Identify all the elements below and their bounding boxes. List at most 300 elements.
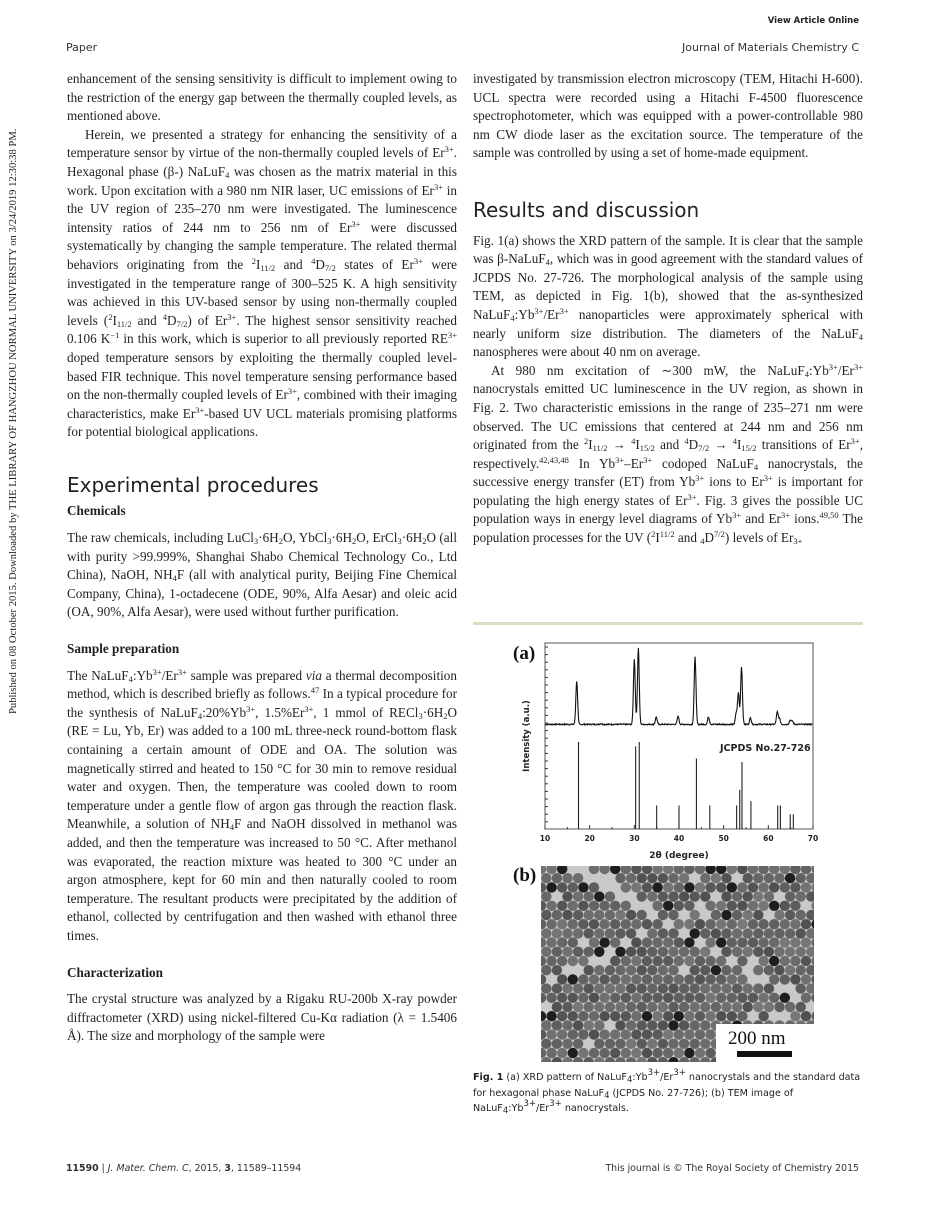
text-run: and Er [741,511,781,527]
nanoparticle [796,928,806,938]
subscript: 7/2 [176,318,188,329]
nanoparticle [605,965,615,975]
nanoparticle [621,901,631,911]
superscript: 3+ [195,404,205,415]
nanoparticle [705,974,715,984]
subscript: 15/2 [639,443,655,454]
nanoparticle [801,974,811,984]
nanoparticle [541,891,551,901]
tem-image [541,866,814,1062]
superscript: 3+ [177,666,187,677]
text-run: → [607,437,632,453]
nanoparticle [716,882,726,892]
subscript: 11/2 [260,262,276,273]
nanoparticle [737,919,747,929]
nanoparticle [695,1048,705,1058]
nanoparticle [684,901,694,911]
nanoparticle [716,974,726,984]
text-run: Herein, we presented a strategy for enhancing the sensitivity of a temperature sensor by virtue of the non-thermally coupled levels of Er [67,126,457,161]
nanoparticle [599,993,609,1003]
text-run: , 1 mmol of RECl [313,704,419,720]
nanoparticle [716,901,726,911]
nanoparticle [578,882,588,892]
nanoparticle [626,965,636,975]
page-number: 11590 [66,1163,99,1174]
superscript: 3+ [828,361,838,372]
nanoparticle [541,983,551,993]
italic-text: via [305,667,322,683]
nanoparticle [679,1020,689,1030]
superscript: 3+ [534,305,544,316]
nanoparticle [557,919,567,929]
nanoparticle [584,910,594,920]
nanoparticle [700,1002,710,1012]
text-run: :20%Yb [202,704,247,720]
citation-volume: 3 [224,1163,231,1174]
nanoparticle [626,928,636,938]
nanoparticle [674,882,684,892]
superscript: 47 [310,685,320,696]
nanoparticle [562,891,572,901]
nanoparticle [727,901,737,911]
nanoparticle [663,956,673,966]
nanoparticle [721,965,731,975]
nanoparticle [652,1029,662,1039]
nanoparticle [589,919,599,929]
nanoparticle [568,882,578,892]
text-run: I [635,437,640,453]
nanoparticle [605,928,615,938]
nanoparticle [589,1048,599,1058]
citation-pages: , 11589–11594 [230,1163,302,1174]
text-run: were investigated in the temperature range of 300–525 K. A high sensitivity was achieved in this UV-based sensor by using non-thermally coupled levels ( [67,256,457,328]
nanoparticle [711,873,721,883]
nanoparticle [790,956,800,966]
nanoparticle [753,928,763,938]
nanoparticle [748,901,758,911]
nanoparticle [737,956,747,966]
nanoparticle [695,882,705,892]
nanoparticle [668,891,678,901]
nanoparticle [642,1011,652,1021]
nanoparticle [705,882,715,892]
nanoparticle [605,1002,615,1012]
superscript: 4 [311,255,316,266]
nanoparticle [578,956,588,966]
nanoparticle [658,983,668,993]
superscript: 3+ [643,454,653,465]
superscript: −1 [110,330,120,341]
nanoparticle [552,965,562,975]
text-run: were discussed systematically by changing the sample temperature. The related thermal behaviors originating from the [67,219,457,272]
nanoparticle [637,910,647,920]
nanoparticle [594,928,604,938]
nanoparticle [615,1039,625,1049]
nanoparticle [785,1002,795,1012]
xrd-chart [480,636,840,862]
nanoparticle [594,1020,604,1030]
text-run: ·6H [258,530,279,546]
nanoparticle [568,901,578,911]
nanoparticle [732,983,742,993]
nanoparticle [599,1048,609,1058]
nanoparticle [578,1029,588,1039]
text-run: . Hexagonal phase (β-) NaLuF [67,145,457,179]
nanoparticle [748,993,758,1003]
text-run: and [131,312,163,328]
subscript: 7/2 [324,262,336,273]
nanoparticle [557,1029,567,1039]
nanoparticle [679,891,689,901]
nanoparticle [584,965,594,975]
nanoparticle [610,956,620,966]
nanoparticle [652,956,662,966]
footer-citation: 11590 | J. Mater. Chem. C, 2015, 3, 11589–11594 [66,1163,302,1174]
nanoparticle [780,919,790,929]
nanoparticle [753,947,763,957]
nanoparticle [732,965,742,975]
nanoparticle [594,1039,604,1049]
nanoparticle [796,965,806,975]
nanoparticle [647,1039,657,1049]
text-run: ) levels of Er [724,530,794,546]
text-run: /Er [543,306,560,322]
nanoparticle [615,910,625,920]
nanoparticle [674,1048,684,1058]
nanoparticle [674,974,684,984]
nanoparticle [764,983,774,993]
subscript: 4 [753,461,759,472]
nanoparticle [552,947,562,957]
nanoparticle [743,1002,753,1012]
nanoparticle [647,891,657,901]
nanoparticle [599,919,609,929]
nanoparticle [668,1020,678,1030]
nanoparticle [801,993,811,1003]
text-run: I [588,437,593,453]
nanoparticle [631,882,641,892]
nanoparticle [615,947,625,957]
nanoparticle [668,965,678,975]
superscript: 3+ [444,144,454,155]
nanoparticle [578,1011,588,1021]
section-heading-results: Results and discussion [473,197,700,222]
subscript: 11/2 [116,318,132,329]
nanoparticle [605,891,615,901]
nanoparticle [732,910,742,920]
nanoparticle [658,873,668,883]
nanoparticle [700,1020,710,1030]
nanoparticle [764,1002,774,1012]
nanoparticle [647,947,657,957]
nanoparticle [737,993,747,1003]
nanoparticle [610,974,620,984]
nanoparticle [780,901,790,911]
nanoparticle [541,910,551,920]
nanoparticle [727,974,737,984]
nanoparticle [721,873,731,883]
running-header-journal: Journal of Materials Chemistry C [682,41,859,54]
nanoparticle [801,1011,811,1021]
nanoparticle [785,891,795,901]
text-run: (JCPDS No. 27-726); (b) TEM image of NaLuF [473,1087,794,1114]
nanoparticle [546,993,556,1003]
figure-divider [473,622,863,625]
nanoparticle [663,1011,673,1021]
nanoparticle [626,1020,636,1030]
nanoparticle [637,1002,647,1012]
nanoparticle [658,928,668,938]
nanoparticle [552,910,562,920]
nanoparticle [769,956,779,966]
text-run: ions to Er [704,474,764,490]
superscript: 4 [732,436,738,447]
nanoparticle [774,910,784,920]
nanoparticle [546,1011,556,1021]
xrd-pattern-line [545,648,813,725]
nanoparticle [573,891,583,901]
nanoparticle [780,937,790,947]
nanoparticle [541,873,551,883]
nanoparticle [663,882,673,892]
download-watermark-text: Published on 08 October 2015. Downloaded by THE LIBRARY OF HANGZHOU NORMAL UNIVERSITY on 3/24/2019 12:30:38 PM. [8,128,19,714]
nanoparticle [663,1029,673,1039]
subscript: 15/2 [741,443,757,454]
nanoparticle [732,928,742,938]
superscript: 3+ [351,218,361,229]
nanoparticle [615,873,625,883]
nanoparticle [758,1011,768,1021]
x-tick-label: 70 [807,834,819,843]
subscript: 4 [858,331,863,342]
nanoparticle [637,965,647,975]
nanoparticle [790,882,800,892]
nanoparticle [785,947,795,957]
nanoparticle [764,873,774,883]
nanoparticle [658,947,668,957]
results-paragraph-2 [473,362,863,548]
nanoparticle [584,1002,594,1012]
superscript: 2 [251,255,256,266]
superscript: 3+ [780,510,790,521]
superscript: 3+ [850,436,860,447]
nanoparticle [621,1048,631,1058]
nanoparticle [621,1029,631,1039]
nanoparticle [700,891,710,901]
nanoparticle [785,910,795,920]
subscript: 4 [229,822,234,833]
view-article-online-link[interactable]: View Article Online [767,16,859,26]
nanoparticle [589,974,599,984]
text-run: doped temperature sensors by exploiting the thermally coupled level-based FIR technique. This novel temperature sensing performance based on the non-thermally coupled levels of Er [67,349,457,403]
nanoparticle [584,928,594,938]
nanoparticle [774,947,784,957]
nanoparticle [658,1020,668,1030]
nanoparticle [705,901,715,911]
text-run: , 1.5%Er [255,704,305,720]
chemicals-paragraph [67,529,457,622]
nanoparticle [578,1048,588,1058]
text-run: /Er [161,667,178,683]
nanoparticle [637,983,647,993]
nanoparticle [642,993,652,1003]
superscript: 3+ [447,330,457,341]
nanoparticle [626,1002,636,1012]
nanoparticle [562,873,572,883]
nanoparticle [589,937,599,947]
nanoparticle [658,891,668,901]
nanoparticle [546,1029,556,1039]
intro-paragraph-1: enhancement of the sensing sensitivity is difficult to implement owing to the restriction of the energy gap between the thermally coupled levels, as mentioned above. [67,71,457,124]
subscript: 4 [700,536,705,547]
nanoparticle [642,1048,652,1058]
nanoparticle [705,937,715,947]
y-axis-label: Intensity (a.u.) [522,700,532,772]
text-run: nanoparticles were approximately spherical with nearly uniform size distribution. The diameters of the NaLuF [473,306,863,341]
text-run: , respectively. [473,437,864,471]
jcpds-annotation: JCPDS No.27-726 [720,743,811,754]
nanoparticle [705,919,715,929]
x-tick-label: 30 [629,834,640,843]
subscript: 4 [128,673,133,684]
nanoparticle [658,965,668,975]
nanoparticle [562,1020,572,1030]
superscript: 3+ [559,305,569,316]
text-run: in this work, which is superior to all previously reported RE [119,331,448,347]
nanoparticle [790,901,800,911]
nanoparticle [700,1039,710,1049]
nanoparticle [727,882,737,892]
nanoparticle [631,1048,641,1058]
text-run: ) of Er [187,312,228,328]
nanoparticle [727,937,737,947]
nanoparticle [584,983,594,993]
nanoparticle [695,993,705,1003]
text-run: /Er [660,1072,674,1083]
text-run: ·6H [422,704,444,720]
text-run: nanocrystals, the successive energy transfer (ET) from Yb [473,455,863,490]
download-watermark [6,64,20,714]
nanoparticle [716,937,726,947]
nanoparticle [721,947,731,957]
subscript: 4 [604,1090,610,1101]
nanoparticle [552,1002,562,1012]
nanoparticle [679,983,689,993]
text-run: –Er [624,455,644,471]
nanoparticle [769,974,779,984]
nanoparticle [568,993,578,1003]
nanoparticle [642,974,652,984]
nanoparticle [695,919,705,929]
x-tick-label: 60 [763,834,774,843]
nanoparticle [557,882,567,892]
nanoparticle [758,901,768,911]
text-run: ions. [790,511,820,527]
subscript: 4 [545,257,550,268]
superscript: 3+ [673,1068,686,1078]
nanoparticle [716,993,726,1003]
running-header-section: Paper [66,41,98,54]
nanoparticle [621,993,631,1003]
nanoparticle [737,882,747,892]
nanoparticle [546,919,556,929]
panel-a-label: (a) [513,643,536,664]
scale-bar-label: 200 nm [728,1028,786,1049]
text-run: . The highest sensor sensitivity reached 0.106 K [67,312,457,347]
nanoparticle [705,993,715,1003]
nanoparticle [753,983,763,993]
nanoparticle [626,947,636,957]
text-run: → [709,437,733,453]
text-run: . Fig. 3 gives the possible UC population ways in energy level diagrams of Yb [473,492,863,527]
nanoparticle [647,965,657,975]
nanoparticle [621,1011,631,1021]
nanoparticle [599,937,609,947]
nanoparticle [605,1039,615,1049]
nanoparticle [615,1002,625,1012]
nanoparticle [594,983,604,993]
nanoparticle [796,983,806,993]
nanoparticle [552,873,562,883]
nanoparticle [568,974,578,984]
nanoparticle [711,928,721,938]
nanoparticle [546,1048,556,1058]
nanoparticle [721,983,731,993]
x-tick-label: 20 [584,834,595,843]
nanoparticle [573,947,583,957]
nanoparticle [621,956,631,966]
nanoparticle [743,910,753,920]
x-axis-label: 2θ (degree) [649,851,709,861]
nanoparticle [610,919,620,929]
nanoparticle [668,947,678,957]
nanoparticle [674,1029,684,1039]
subscript: 3 [418,710,423,721]
text-run: D [315,256,325,272]
nanoparticle [642,882,652,892]
superscript: 3+ [304,703,314,714]
text-run: D [688,437,699,453]
nanoparticle [552,1039,562,1049]
subscript: 3 [397,536,402,547]
superscript: 3+ [732,510,742,521]
nanoparticle [732,947,742,957]
footer-copyright: This journal is © The Royal Society of Chemistry 2015 [605,1163,859,1174]
nanoparticle [684,1029,694,1039]
nanoparticle [589,1011,599,1021]
text-run: :Yb [809,362,829,378]
subscript: 4 [804,368,809,379]
nanoparticle [610,1011,620,1021]
nanoparticle [594,910,604,920]
nanoparticle [753,1002,763,1012]
superscript: 3+ [615,454,625,465]
nanoparticle [562,1002,572,1012]
nanoparticle [573,1002,583,1012]
nanoparticle [690,928,700,938]
nanoparticle [674,956,684,966]
nanoparticle [679,1039,689,1049]
nanoparticle [642,956,652,966]
nanoparticle [679,873,689,883]
nanoparticle [705,1048,715,1058]
nanoparticle [753,873,763,883]
nanoparticle [780,882,790,892]
nanoparticle [780,993,790,1003]
nanoparticle [690,983,700,993]
nanoparticle [631,956,641,966]
jcpds-reference-sticks [579,742,794,829]
